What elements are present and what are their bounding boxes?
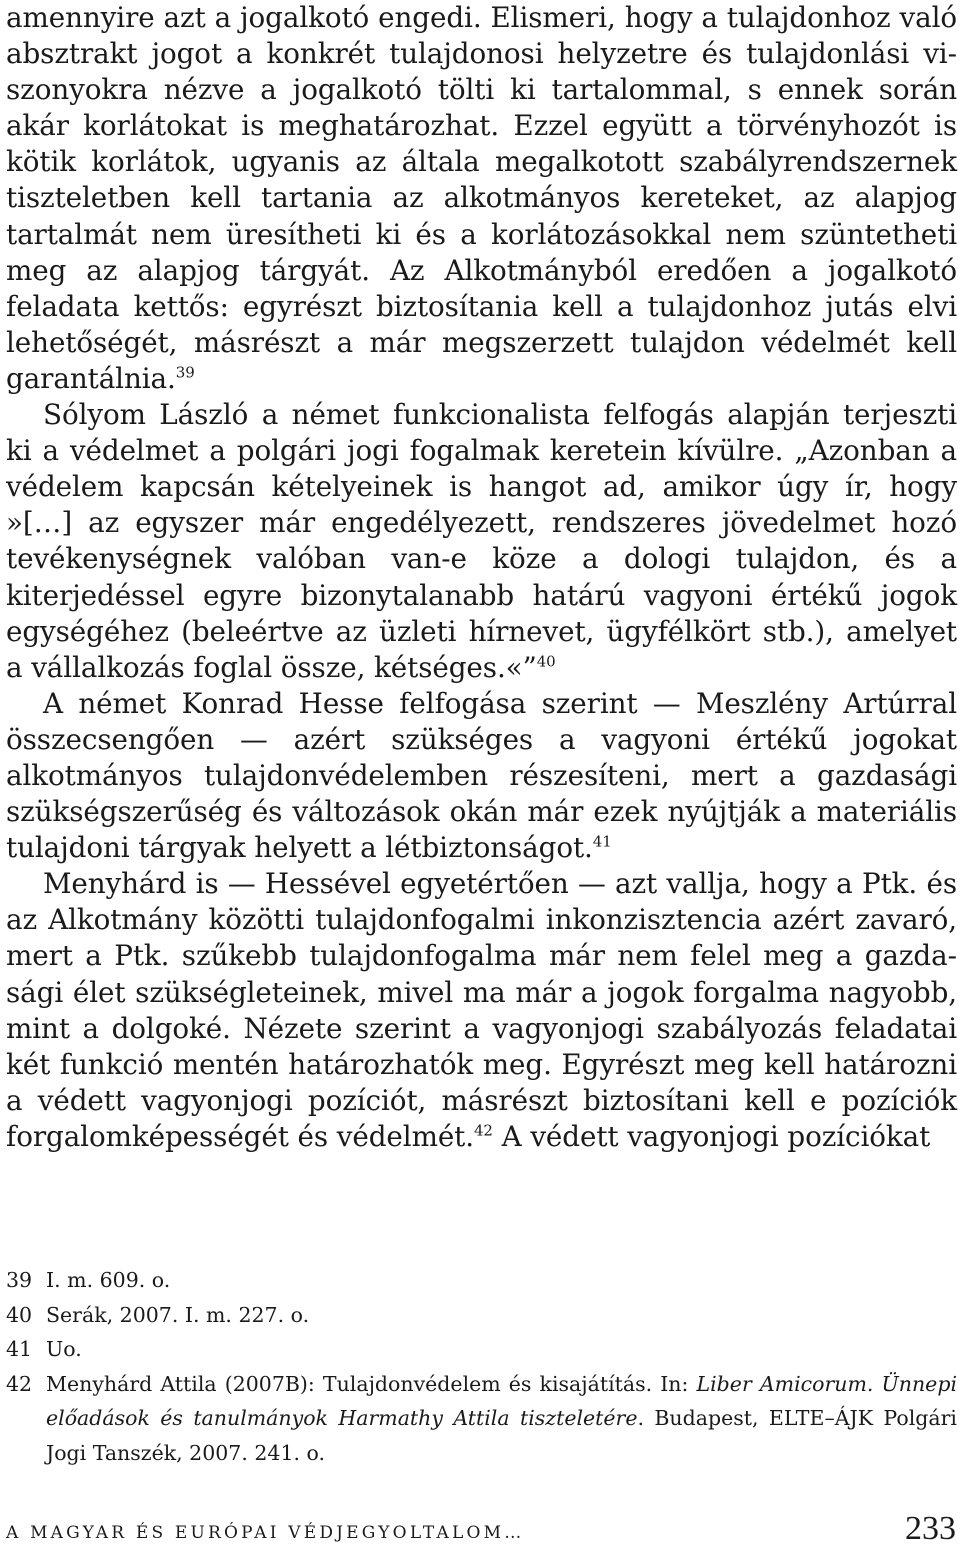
footnote-39 [6, 1263, 957, 1298]
footnote-text: I. m. 609. o. [46, 1268, 171, 1292]
footnotes [6, 1263, 957, 1470]
main-text [6, 0, 957, 1155]
paragraph-1-text: amennyire azt a jogalkotó engedi. Elismeri, hogy a tulajdonhoz való absztrakt jogot a konkrét tulajdonosi helyzetre és tulajdonlási viszonyokra nézve a jogalkotó tölti ki tartalommal, s ennek során akár korlátokat is meghatározhat. Ezzel együtt a törvényhozót is kötik korlátok, ugyanis az általa megalkotott szabályrendszernek tiszteletben kell tartania az alkotmányos kereteket, az alapjog tartalmát nem üresítheti ki és a korlátozásokkal nem szüntetheti meg az alapjog tárgyát. Az Alkotmányból eredően a jogalkotó feladata kettős: egyrészt biztosítania kell a tulajdonhoz jutás elvi lehetőségét, másrészt a már megszerzett tulajdon védelmét kell garantálnia. [6, 1, 957, 395]
paragraph-2 [6, 397, 957, 686]
footnote-ref-40[interactable]: 40 [536, 652, 556, 671]
page-number: 233 [905, 1510, 956, 1547]
footnote-ref-41[interactable]: 41 [592, 832, 612, 851]
footnote-text-part: . Budapest, ELTE–ÁJK Polgári Jogi Tanszék, 2007. 241. o. [46, 1406, 957, 1465]
paragraph-1 [6, 0, 957, 397]
footnote-41 [6, 1332, 957, 1367]
footnote-number: 41 [6, 1337, 33, 1361]
paragraph-4-text-continued: A védett vagyonjogi pozíciókat [492, 1119, 931, 1153]
footnote-number: 42 [6, 1371, 33, 1396]
paragraph-3 [6, 686, 957, 866]
footnote-ref-42[interactable]: 42 [473, 1121, 493, 1140]
footnote-book-title: Liber Amicorum. Ünnepi előadások és tanulmányok Harmathy Attila tiszteletére [46, 1371, 957, 1430]
footnote-number: 39 [6, 1268, 33, 1292]
footnote-text [46, 1372, 957, 1465]
page-footer [6, 1510, 956, 1550]
footnote-42 [6, 1367, 957, 1471]
footnote-text: Serák, 2007. I. m. 227. o. [46, 1302, 310, 1327]
paragraph-2-text: Sólyom László a német funkcionalista felfogás alapján terjeszti ki a védelmet a polgári jogi fogalmak keretein kívülre. „Azonban a védelem kapcsán kételyeinek is hangot ad, amikor úgy ír, hogy »[…] az egyszer már engedélyezett, rendszeres jövedelmet hozó tevékenységnek valóban van-e köze a dologi tulajdon, és a kiterjedéssel egyre bizonytalanabb határú vagyoni értékű jogok egységéhez (beleértve az üzleti hírnevet, ügyfélkört stb.), amelyet a vállalkozás foglal össze, kétséges.«” [6, 398, 957, 684]
footnote-number: 40 [6, 1302, 33, 1327]
page-body [6, 0, 957, 1155]
footnote-40 [6, 1298, 957, 1333]
running-head: A MAGYAR ÉS EURÓPAI VÉDJEGYOLTALOM… [6, 1523, 525, 1543]
paragraph-4-text: Menyhárd is — Hessével egyetértően — azt vallja, hogy a Ptk. és az Alkotmány közötti tulajdonfogalmi inkonzisztencia azért zavaró, mert a Ptk. szűkebb tulajdonfogalma már nem felel meg a gazdasági élet szükségleteinek, mivel ma már a jogok forgalma nagyobb, mint a dolgoké. Nézete szerint a vagyonjogi szabályozás feladatai két funkció mentén határozhatók meg. Egyrészt meg kell határozni a védett vagyonjogi pozíciót, másrészt biztosítani kell e pozíciók forgalomképességét és védelmét. [6, 867, 957, 1153]
footnote-ref-39[interactable]: 39 [175, 363, 195, 382]
footnote-text-part: Menyhárd Attila (2007B): Tulajdonvédelem és kisajátítás. In: [46, 1371, 697, 1396]
footnote-text: Uo. [46, 1337, 82, 1361]
paragraph-4 [6, 866, 957, 1155]
paragraph-3-text: A német Konrad Hesse felfogása szerint — Meszlény Artúrral összecsengően — azért szükséges a vagyoni értékű jogokat alkotmányos tulajdonvédelemben részesíteni, mert a gazdasági szükségszerűség és változások okán már ezek nyújtják a materiális tulajdoni tárgyak helyett a létbiztonságot. [6, 686, 957, 865]
